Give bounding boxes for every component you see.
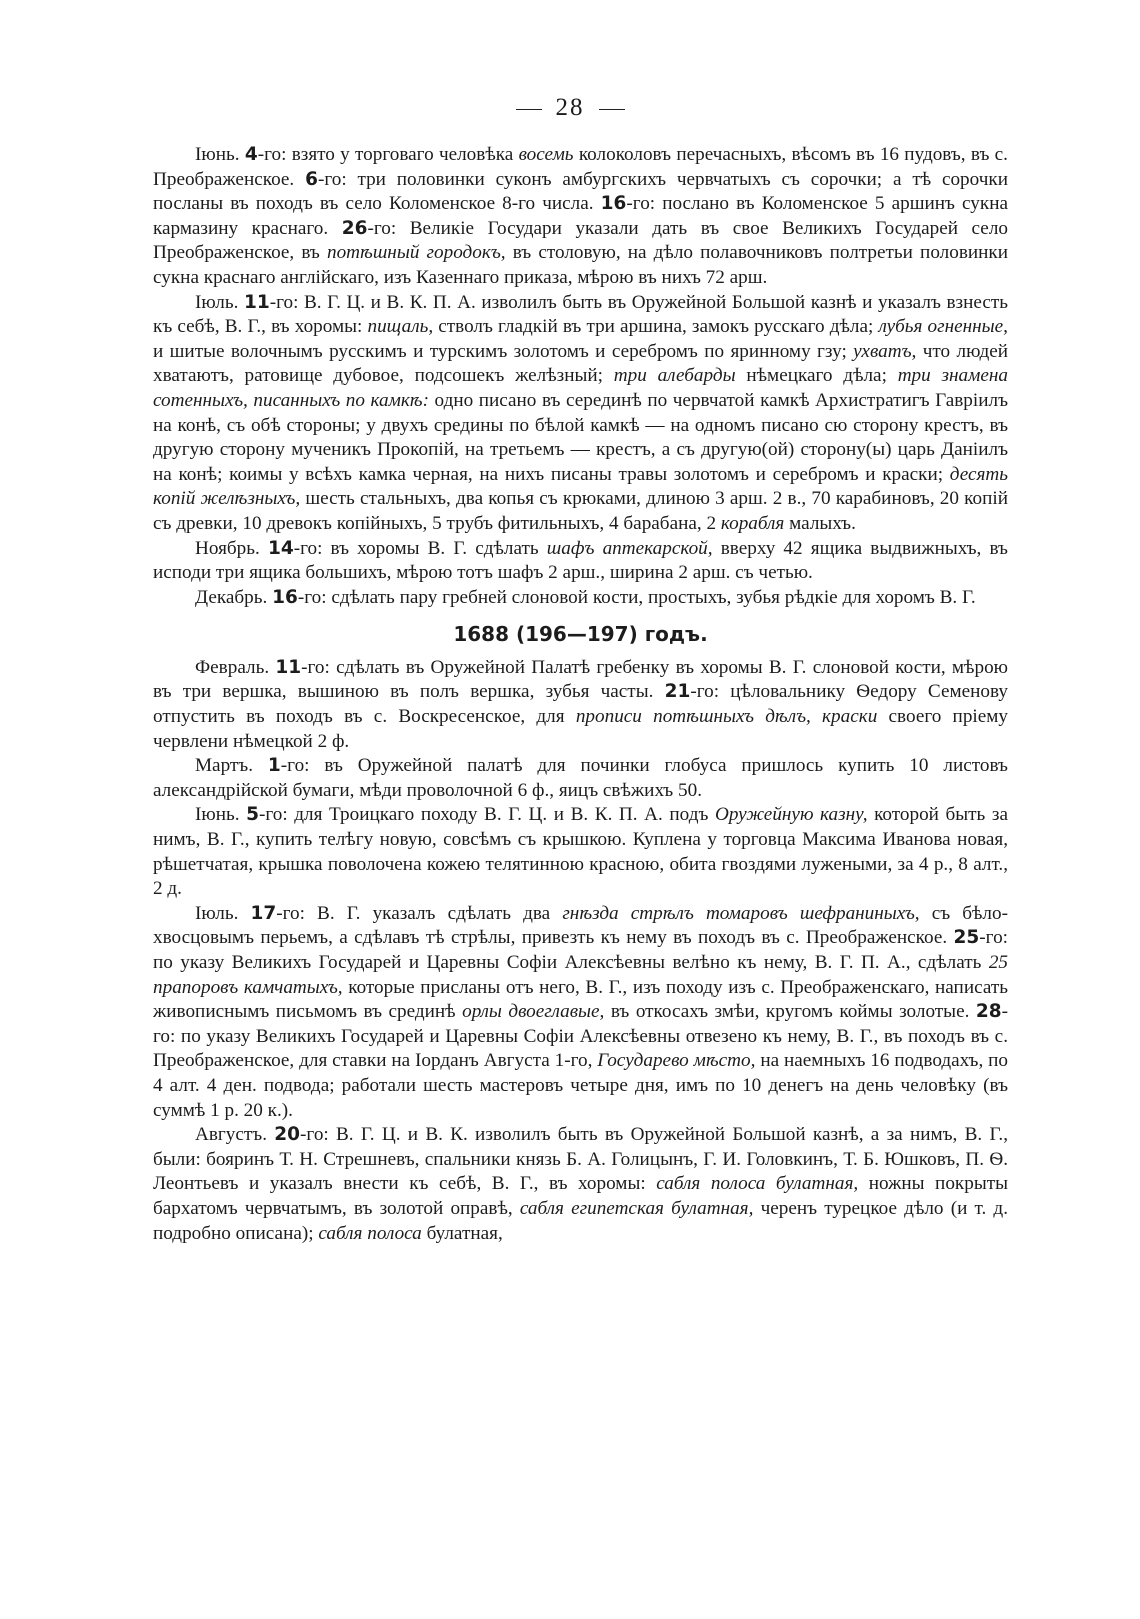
text-run: въ откосахъ змѣи, кругомъ коймы золотые. [604, 1001, 976, 1023]
text-run: -го: Великіе Государи указали дать въ свое Великихъ Государей село Преображенское, въ [153, 217, 1008, 264]
text-run: своего пріему червлени нѣмецкой 2 ф. [153, 706, 1008, 752]
paragraph [153, 586, 1008, 611]
item-name: пищаль, [367, 316, 434, 338]
date-number: 14 [267, 537, 294, 559]
item-name: сабля полоса булатная, [656, 1173, 859, 1195]
paragraph [153, 537, 1008, 586]
text-run: которой быть за нимъ, В. Г., купить телѣгу новую, совсѣмъ съ крышкою. Куплена у торговца Максима Иванова новая, рѣшетчатая, крышка поволочена кожею телятинною красною, обита гвоздями лужеными, за 4 р., 8 алт., 2 д. [153, 804, 1008, 900]
year-heading: 1688 (196—197) годъ. [453, 622, 708, 647]
date-number: 4 [244, 144, 258, 165]
text-run: Іюль. [195, 291, 244, 313]
date-number: 25 [953, 927, 980, 949]
item-name: орлы двоеглавые, [462, 1001, 605, 1023]
text-run: -го: по указу Великихъ Государей и Царевны Софіи Алексѣевны велѣно къ нему, В. Г. П. А., сдѣлать [153, 927, 1008, 973]
date-number: 16 [600, 193, 627, 215]
text-run: съ бѣло-хвосцовымъ перьемъ, а сдѣлавъ тѣ стрѣлы, привезть къ нему въ походъ въ с. Преображенское. [153, 902, 1008, 949]
text-run: -го: по указу Великихъ Государей и Царевны Софіи Алексѣевны отвезено къ нему, В. Г., въ походъ въ с. Преображенское, для ставки на Іорданъ Августа 1-го, [153, 1001, 1009, 1072]
date-number: 17 [250, 902, 277, 924]
date-number: 16 [272, 586, 298, 608]
page-number-dash-left [516, 109, 542, 110]
paragraph [153, 902, 1008, 1123]
text-run: Ноябрь. [195, 537, 268, 559]
text-run: черенъ турецкое дѣло (и т. д. подробно описана); [153, 1197, 1008, 1244]
date-number: 5 [246, 804, 259, 826]
text-run: Іюль. [195, 902, 251, 924]
text-run: -го: сдѣлать пару гребней слоновой кости, простыхъ, зубья рѣдкіе для хоромъ В. Г. [297, 586, 976, 608]
text-run: Декабрь. [195, 586, 273, 608]
text-run: что людей хватаютъ, ратовище дубовое, подсошекъ желѣзный; [153, 340, 1008, 387]
text-run: -го: послано въ Коломенское 5 аршинъ сукна кармазину краснаго. [153, 193, 1008, 239]
text-run: вверху 42 ящика выдвижныхъ, въ исподи три ящика большихъ, мѣрою тотъ шафъ 2 арш., ширина 2 арш. съ четью. [153, 537, 1008, 584]
text-run: Февраль. [195, 656, 276, 678]
page-number [0, 94, 1140, 122]
item-name: сабля египетская булатная, [519, 1197, 754, 1219]
text-run: одно писано въ серединѣ по червчатой камкѣ Архистратигъ Гавріилъ на конѣ, съ обѣ стороны; у двухъ средины по бѣлой камкѣ — на одномъ писано сю сторону крестъ, въ другую сторону мученикъ Прокопій, на третьемъ — крестъ, а съ другую(ой) сторону(ы) царь Даніилъ на конѣ; коимы у всѣхъ камка черная, на нихъ писаны травы золотомъ и серебромъ и краски; [153, 389, 1008, 485]
paragraph [153, 143, 1008, 291]
text-run: -го: взято у торговаго человѣка [257, 144, 519, 165]
date-number: 11 [275, 656, 302, 678]
text-run: -го: для Троицкаго походу В. Г. Ц. и В. К. П. А. подъ [259, 804, 715, 826]
text-run: -го: В. Г. указалъ сдѣлать два [276, 902, 563, 924]
text-run: и шитые волочнымъ русскимъ и турскимъ золотомъ и серебромъ по яринному гзу; [153, 340, 854, 362]
item-name: потѣшный городокъ, [326, 242, 506, 264]
item-name: 25 прапоровъ камчатыхъ, [153, 952, 1008, 998]
section-1687-entries [153, 143, 1008, 610]
date-number: 1 [267, 755, 281, 777]
item-name: прописи потѣшныхъ дѣлъ, краски [575, 706, 878, 728]
text-run: ножны покрыты бархатомъ червчатымъ, въ золотой оправѣ, [153, 1173, 1008, 1219]
text-run: въ столовую, на дѣло полавочниковъ полтретьи половинки сукна краснаго англійскаго, изъ Казеннаго приказа, мѣрою въ нихъ 72 арш. [153, 242, 1009, 288]
item-name: ухватъ, [853, 340, 917, 362]
text-run: -го: въ Оружейной палатѣ для починки глобуса пришлось купить 10 листовъ александрійской бумаги, мѣди проволочной 6 ф., яицъ свѣжихъ 50. [153, 755, 1008, 801]
date-number: 28 [975, 1001, 1002, 1023]
date-number: 21 [664, 681, 691, 703]
page-number-dash-right [599, 109, 625, 110]
text-run: малыхъ. [784, 512, 856, 534]
item-name: три знамена сотенныхъ, писанныхъ по камкѣ: [153, 365, 1009, 411]
text-run: шесть стальныхъ, два копья съ крюками, длиною 3 арш. 2 в., 70 карабиновъ, 20 копій съ древки, 10 древокъ копійныхъ, 5 трубъ фитильныхъ, 4 барабана, 2 [153, 488, 1008, 534]
item-name: гнѣзда стрѣлъ томаровъ шефраниныхъ, [562, 902, 920, 924]
paragraph [153, 656, 1008, 754]
text-run: Іюнь. [195, 804, 247, 826]
item-name: лубья огненные, [878, 316, 1008, 338]
page-number-value: 28 [555, 94, 585, 121]
item-name: Государево мѣсто, [597, 1050, 756, 1072]
text-run: -го: цѣловальнику Ѳедору Семенову отпустить въ походъ въ с. Воскресенское, для [153, 681, 1008, 728]
item-name: восемь [518, 144, 574, 165]
text-run: Августъ. [195, 1124, 275, 1146]
item-name: сабля полоса [318, 1222, 422, 1244]
text-run: -го: В. Г. Ц. и В. К. П. А. изволилъ быть въ Оружейной Большой казнѣ и указалъ взнесть къ себѣ, В. Г., въ хоромы: [153, 291, 1008, 338]
text-run: -го: въ хоромы В. Г. сдѣлать [293, 537, 547, 559]
text-run: -го: сдѣлать въ Оружейной Палатѣ гребенку въ хоромы В. Г. слоновой кости, мѣрою въ три вершка, вышиною въ полъ вершка, зубья часты. [153, 656, 1009, 703]
section-1688-entries [153, 656, 1008, 1246]
item-name: десять копій желѣзныхъ, [153, 463, 1008, 510]
text-run: -го: В. Г. Ц. и В. К. изволилъ быть въ Оружейной Большой казнѣ, а за нимъ, В. Г., были: бояринъ Т. Н. Стрешневъ, спальники князь Б. А. Голицынъ, Г. И. Головкинъ, Т. Б. Юшковъ, П. Ѳ. Леонтьевъ и указалъ внести къ себѣ, В. Г., въ хоромы: [153, 1124, 1009, 1195]
text-run: Іюнь. [195, 144, 245, 165]
item-name: три алебарды [613, 365, 736, 387]
paragraph [153, 803, 1008, 901]
paragraph [153, 291, 1008, 537]
text-run: нѣмецкаго дѣла; [735, 365, 898, 387]
text-run: стволъ гладкій въ три аршина, замокъ русскаго дѣла; [433, 316, 879, 338]
text-run: -го: три половинки суконъ амбургскихъ червчатыхъ съ сорочки; а тѣ сорочки посланы въ походъ въ село Коломенское 8-го числа. [153, 168, 1008, 215]
text-run: которые присланы отъ него, В. Г., изъ походу изъ с. Преображенскаго, написать живописнымъ письмомъ въ срединѣ [153, 976, 1008, 1023]
item-name: шафъ аптекарской, [546, 537, 713, 559]
text-run: колоколовъ перечасныхъ, вѣсомъ въ 16 пудовъ, въ с. Преображенское. [153, 144, 1008, 190]
page-body [153, 143, 1008, 1246]
item-name: корабля [720, 512, 785, 534]
text-run: булатная, [421, 1222, 503, 1244]
date-number: 11 [243, 291, 270, 313]
paragraph [153, 1123, 1008, 1246]
text-run: на наемныхъ 16 подводахъ, по 4 алт. 4 ден. подвода; работали шесть мастеровъ четыре дня, имъ по 10 денегъ на день человѣку (въ суммѣ 1 р. 20 к.). [153, 1050, 1009, 1121]
date-number: 6 [305, 168, 318, 190]
date-number: 26 [341, 217, 368, 239]
date-number: 20 [274, 1124, 301, 1146]
text-run: Мартъ. [195, 755, 268, 777]
item-name: Оружейную казну, [714, 804, 868, 826]
paragraph [153, 754, 1008, 803]
